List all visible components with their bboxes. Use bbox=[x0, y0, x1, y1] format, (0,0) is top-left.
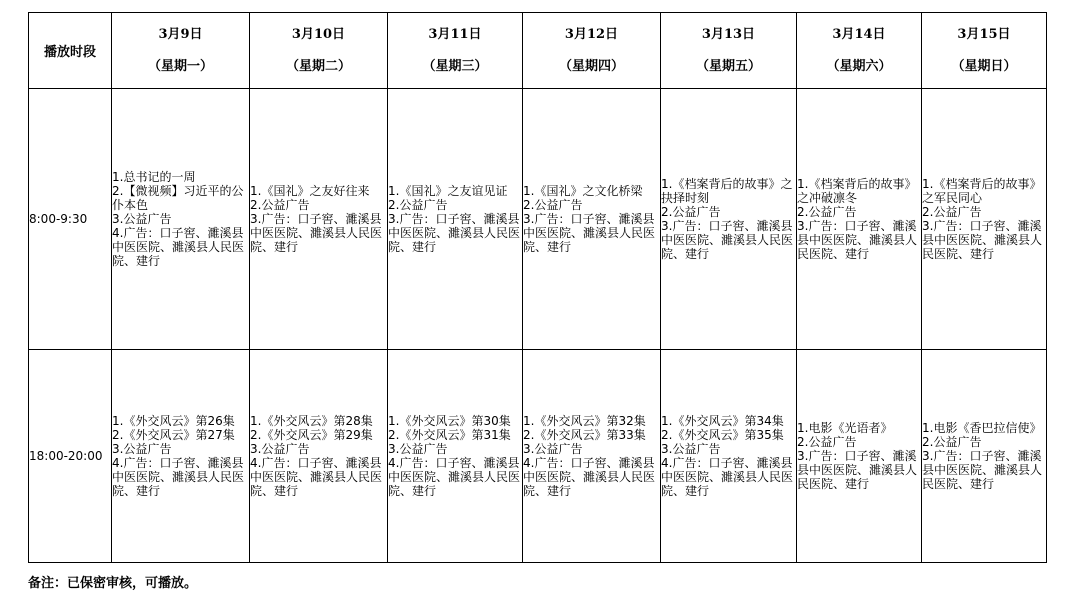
program-cell bbox=[388, 89, 523, 350]
program-cell bbox=[250, 350, 388, 563]
program-item: 1.电影《香巴拉信使》 bbox=[922, 421, 1042, 435]
day-date: 3月11日 bbox=[428, 26, 482, 42]
program-item: 1.《外交风云》第26集 bbox=[112, 414, 235, 428]
day-date: 3月9日 bbox=[158, 26, 203, 42]
program-cell bbox=[922, 350, 1047, 563]
day-header bbox=[250, 13, 388, 89]
time-slot-label: 18:00-20:00 bbox=[29, 350, 112, 563]
program-item: 2.公益广告 bbox=[661, 205, 721, 219]
day-date: 3月12日 bbox=[564, 26, 619, 42]
program-cell bbox=[922, 89, 1047, 350]
day-header bbox=[523, 13, 661, 89]
day-weekday: （星期二） bbox=[285, 58, 351, 74]
program-item: 2.公益广告 bbox=[797, 205, 857, 219]
program-item: 4.广告：口子窖、濉溪县中医医院、濉溪县人民医院、建行 bbox=[388, 456, 521, 498]
program-item: 2.【微视频】习近平的公仆本色 bbox=[112, 184, 244, 212]
program-cell bbox=[797, 350, 922, 563]
program-item: 2.《外交风云》第29集 bbox=[250, 428, 373, 442]
program-item: 1.《外交风云》第28集 bbox=[250, 414, 373, 428]
day-weekday: （星期日） bbox=[951, 58, 1017, 74]
program-item: 2.公益广告 bbox=[250, 198, 310, 212]
program-item: 1.《国礼》之友好往来 bbox=[250, 184, 370, 198]
morning-row bbox=[29, 89, 1047, 350]
evening-row bbox=[29, 350, 1047, 563]
program-item: 3.广告：口子窖、濉溪县中医医院、濉溪县人民医院、建行 bbox=[922, 449, 1043, 491]
schedule-table bbox=[28, 12, 1047, 563]
program-item: 1.电影《光语者》 bbox=[797, 421, 893, 435]
program-item: 2.公益广告 bbox=[797, 435, 857, 449]
program-item: 2.公益广告 bbox=[523, 198, 583, 212]
program-item: 4.广告：口子窖、濉溪县中医医院、濉溪县人民医院、建行 bbox=[661, 456, 794, 498]
day-weekday: （星期五） bbox=[695, 58, 761, 74]
day-date: 3月13日 bbox=[701, 26, 756, 42]
header-row bbox=[29, 13, 1047, 89]
day-header bbox=[388, 13, 523, 89]
program-item: 2.公益广告 bbox=[922, 205, 982, 219]
day-date: 3月10日 bbox=[291, 26, 346, 42]
day-header bbox=[797, 13, 922, 89]
program-cell bbox=[112, 89, 250, 350]
program-item: 3.广告：口子窖、濉溪县中医医院、濉溪县人民医院、建行 bbox=[922, 219, 1043, 261]
day-weekday: （星期六） bbox=[826, 58, 892, 74]
time-slot-label: 8:00-9:30 bbox=[29, 89, 112, 350]
program-item: 2.《外交风云》第35集 bbox=[661, 428, 784, 442]
program-item: 3.公益广告 bbox=[250, 442, 310, 456]
program-cell bbox=[112, 350, 250, 563]
program-item: 4.广告：口子窖、濉溪县中医医院、濉溪县人民医院、建行 bbox=[112, 226, 245, 268]
program-item: 1.《档案背后的故事》之冲破凛冬 bbox=[797, 177, 917, 205]
program-cell bbox=[523, 350, 661, 563]
program-item: 3.公益广告 bbox=[661, 442, 721, 456]
day-weekday: （星期三） bbox=[422, 58, 488, 74]
program-item: 4.广告：口子窖、濉溪县中医医院、濉溪县人民医院、建行 bbox=[250, 456, 383, 498]
day-weekday: （星期一） bbox=[147, 58, 213, 74]
day-header bbox=[661, 13, 797, 89]
program-item: 3.广告：口子窖、濉溪县中医医院、濉溪县人民医院、建行 bbox=[388, 212, 521, 254]
program-item: 1.《档案背后的故事》之军民同心 bbox=[922, 177, 1042, 205]
program-item: 1.《档案背后的故事》之抉择时刻 bbox=[661, 177, 793, 205]
program-item: 3.公益广告 bbox=[112, 442, 172, 456]
program-item: 3.广告：口子窖、濉溪县中医医院、濉溪县人民医院、建行 bbox=[797, 219, 918, 261]
day-weekday: （星期四） bbox=[558, 58, 624, 74]
program-cell bbox=[661, 350, 797, 563]
day-date: 3月15日 bbox=[957, 26, 1011, 42]
program-item: 4.广告：口子窖、濉溪县中医医院、濉溪县人民医院、建行 bbox=[523, 456, 656, 498]
program-item: 3.广告：口子窖、濉溪县中医医院、濉溪县人民医院、建行 bbox=[797, 449, 918, 491]
time-slot-header: 播放时段 bbox=[29, 13, 112, 89]
day-header bbox=[922, 13, 1047, 89]
program-item: 1.总书记的一周 bbox=[112, 170, 196, 184]
program-cell bbox=[661, 89, 797, 350]
program-item: 2.《外交风云》第33集 bbox=[523, 428, 646, 442]
program-item: 1.《国礼》之文化桥梁 bbox=[523, 184, 643, 198]
program-item: 3.广告：口子窖、濉溪县中医医院、濉溪县人民医院、建行 bbox=[250, 212, 383, 254]
program-item: 3.公益广告 bbox=[523, 442, 583, 456]
day-date: 3月14日 bbox=[832, 26, 886, 42]
program-cell bbox=[523, 89, 661, 350]
program-item: 2.公益广告 bbox=[922, 435, 982, 449]
program-cell bbox=[250, 89, 388, 350]
day-header bbox=[112, 13, 250, 89]
program-item: 2.《外交风云》第31集 bbox=[388, 428, 511, 442]
program-item: 2.《外交风云》第27集 bbox=[112, 428, 235, 442]
program-cell bbox=[388, 350, 523, 563]
program-item: 1.《外交风云》第32集 bbox=[523, 414, 646, 428]
program-item: 2.公益广告 bbox=[388, 198, 448, 212]
footnote: 备注：已保密审核，可播放。 bbox=[28, 576, 198, 591]
program-item: 3.广告：口子窖、濉溪县中医医院、濉溪县人民医院、建行 bbox=[661, 219, 794, 261]
program-item: 3.公益广告 bbox=[388, 442, 448, 456]
program-item: 1.《外交风云》第34集 bbox=[661, 414, 784, 428]
program-item: 3.公益广告 bbox=[112, 212, 172, 226]
program-item: 1.《外交风云》第30集 bbox=[388, 414, 511, 428]
program-item: 4.广告：口子窖、濉溪县中医医院、濉溪县人民医院、建行 bbox=[112, 456, 245, 498]
program-cell bbox=[797, 89, 922, 350]
program-item: 1.《国礼》之友谊见证 bbox=[388, 184, 508, 198]
program-item: 3.广告：口子窖、濉溪县中医医院、濉溪县人民医院、建行 bbox=[523, 212, 656, 254]
